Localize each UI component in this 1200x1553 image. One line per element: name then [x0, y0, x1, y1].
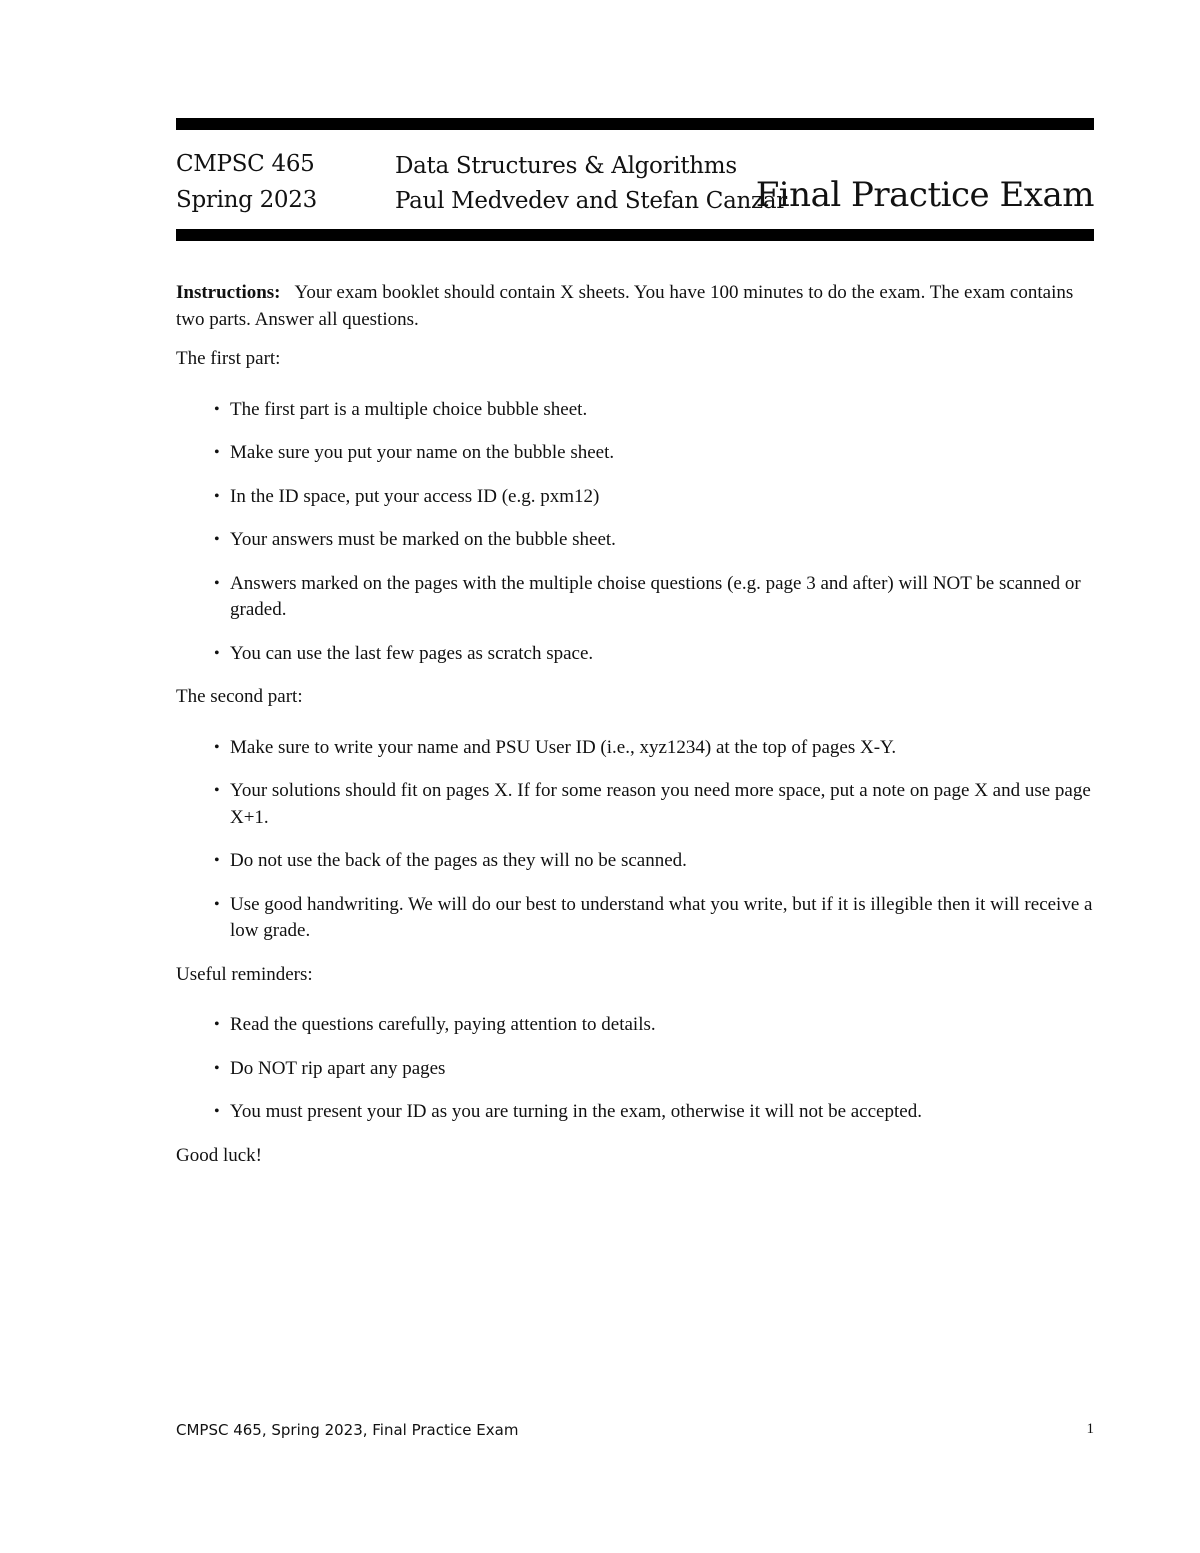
list-item: • The first part is a multiple choice bubble sheet.	[214, 397, 1096, 424]
list-item: • Do NOT rip apart any pages	[214, 1056, 1096, 1083]
list-item: • Read the questions carefully, paying attention to details.	[214, 1012, 1096, 1039]
instructions-label: Instructions:	[176, 282, 281, 303]
instructions-paragraph	[176, 280, 1096, 333]
exam-instructions-body	[176, 280, 1096, 1169]
list-item: • You can use the last few pages as scratch space.	[214, 641, 1096, 668]
reminders-list	[176, 1012, 1096, 1126]
footer-text: CMPSC 465, Spring 2023, Final Practice Exam	[176, 1421, 519, 1439]
reminders-heading: Useful reminders:	[176, 963, 313, 985]
list-item: • In the ID space, put your access ID (e.g. pxm12)	[214, 484, 1096, 511]
instructions-text: Your exam booklet should contain X sheets. You have 100 minutes to do the exam. The exam contains two parts. Answer all questions.	[176, 282, 1074, 330]
course-subject: Data Structures & Algorithms	[395, 153, 737, 179]
second-part-heading: The second part:	[176, 686, 303, 707]
list-item: • Make sure you put your name on the bubble sheet.	[214, 440, 1096, 467]
list-item: • Your solutions should fit on pages X. If for some reason you need more space, put a note on page X and use page X+1.	[214, 778, 1096, 831]
page-number: 1	[1086, 1421, 1094, 1437]
instructors: Paul Medvedev and Stefan Canzar	[395, 188, 787, 214]
list-item: • Do not use the back of the pages as they will no be scanned.	[214, 848, 1096, 875]
list-item: • You must present your ID as you are turning in the exam, otherwise it will not be accepted.	[214, 1099, 1096, 1126]
list-item: • Answers marked on the pages with the multiple choise questions (e.g. page 3 and after) will NOT be scanned or graded.	[214, 571, 1096, 624]
list-item: • Make sure to write your name and PSU User ID (i.e., xyz1234) at the top of pages X-Y.	[214, 735, 1096, 762]
first-part-heading: The first part:	[176, 348, 281, 369]
header-top-rule	[176, 118, 1094, 130]
second-part-list	[176, 735, 1096, 945]
list-item: • Your answers must be marked on the bubble sheet.	[214, 527, 1096, 554]
course-code: CMPSC 465	[176, 151, 315, 177]
page-footer	[176, 1421, 1094, 1439]
closing-text: Good luck!	[176, 1144, 263, 1166]
exam-title: Final Practice Exam	[755, 175, 1094, 215]
first-part-list	[176, 397, 1096, 668]
header-bottom-rule	[176, 229, 1094, 241]
list-item: • Use good handwriting. We will do our best to understand what you write, but if it is illegible then it will receive a low grade.	[214, 892, 1096, 945]
term: Spring 2023	[176, 187, 317, 213]
